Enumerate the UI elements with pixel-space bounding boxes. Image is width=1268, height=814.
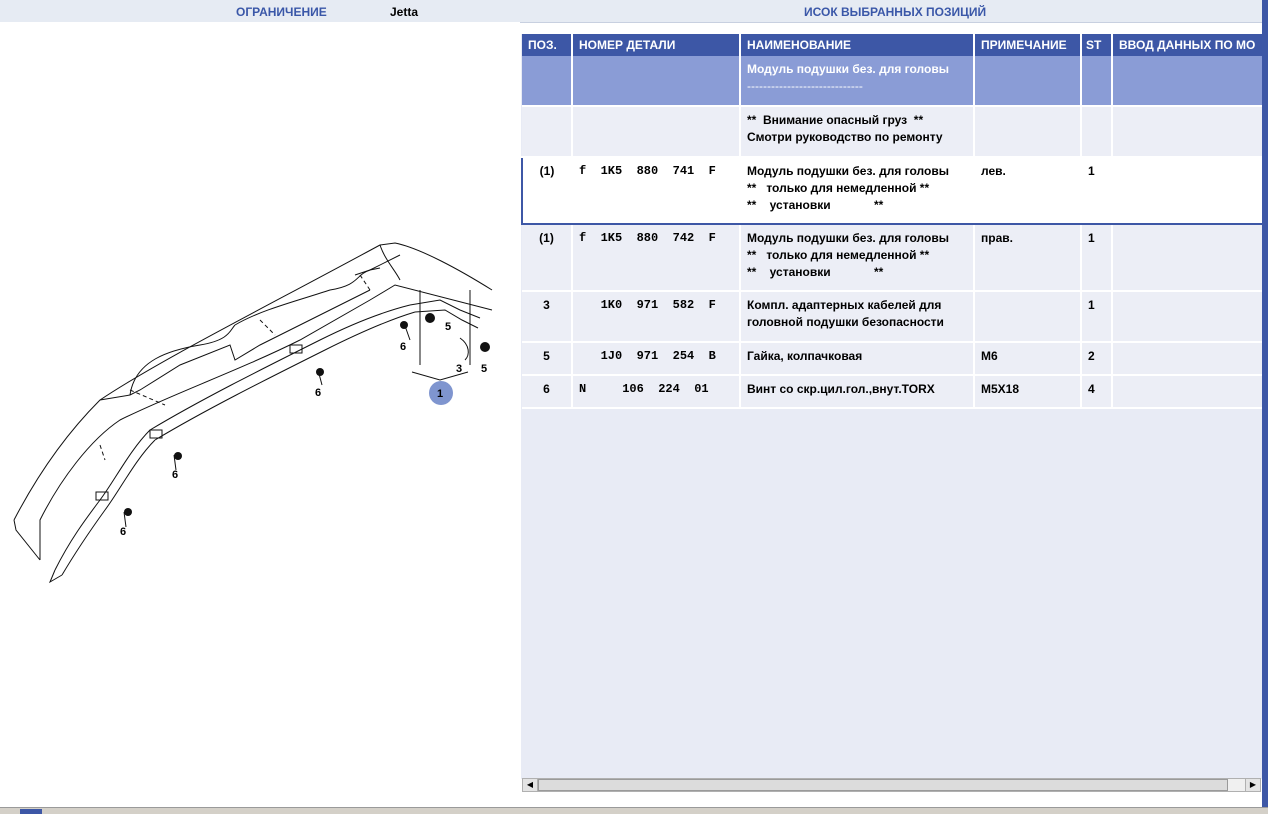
- col-pos[interactable]: ПОЗ.: [522, 34, 572, 56]
- callout-5-a: 5: [445, 321, 452, 333]
- row-st: 2: [1081, 342, 1112, 375]
- row-position: 6: [522, 375, 572, 408]
- row-name: Компл. адаптерных кабелей для головной подушки безопасности: [740, 291, 974, 342]
- parts-table: [521, 34, 1262, 409]
- selected-items-title: ИСОК ВЫБРАННЫХ ПОЗИЦИЙ: [804, 5, 987, 19]
- limit-label: ОГРАНИЧЕНИЕ: [236, 5, 327, 19]
- scroll-right-arrow-icon[interactable]: ▶: [1245, 779, 1260, 791]
- row-input[interactable]: [1112, 342, 1262, 375]
- horizontal-scrollbar[interactable]: [522, 778, 1261, 792]
- group-underline: -----------------------------: [747, 79, 863, 93]
- row-note: [974, 291, 1081, 342]
- row-position: 5: [522, 342, 572, 375]
- callout-6-d: 6: [120, 526, 127, 538]
- group-title: Модуль подушки без. для головы: [747, 62, 949, 76]
- col-name[interactable]: НАИМЕНОВАНИЕ: [740, 34, 974, 56]
- row-part-number: f 1K5 880 742 F: [572, 224, 740, 291]
- warning-text: ** Внимание опасный груз ** Смотри руководство по ремонту: [740, 106, 974, 157]
- row-part-number: 1K0 971 582 F: [572, 291, 740, 342]
- top-info-bar: [0, 0, 1268, 23]
- callout-5-b: 5: [481, 363, 488, 375]
- row-position: 3: [522, 291, 572, 342]
- parts-table-pane[interactable]: [521, 34, 1262, 779]
- row-part-number: 1J0 971 254 B: [572, 342, 740, 375]
- callout-6-c: 6: [172, 469, 179, 481]
- scroll-thumb[interactable]: [538, 779, 1228, 791]
- row-name: Модуль подушки без. для головы ** только для немедленной ** ** установки **: [740, 224, 974, 291]
- table-row[interactable]: [522, 157, 1262, 224]
- row-position: (1): [522, 224, 572, 291]
- row-note: прав.: [974, 224, 1081, 291]
- row-part-number: N 106 224 01: [572, 375, 740, 408]
- row-st: 4: [1081, 375, 1112, 408]
- row-part-number: f 1K5 880 741 F: [572, 157, 740, 224]
- scroll-left-arrow-icon[interactable]: ◀: [523, 779, 538, 791]
- table-row[interactable]: [522, 342, 1262, 375]
- row-input[interactable]: [1112, 375, 1262, 408]
- table-row[interactable]: [522, 291, 1262, 342]
- col-note[interactable]: ПРИМЕЧАНИЕ: [974, 34, 1081, 56]
- row-name: Винт со скр.цил.гол.,внут.TORX: [740, 375, 974, 408]
- bottom-tab[interactable]: [20, 809, 42, 814]
- col-st[interactable]: ST: [1081, 34, 1112, 56]
- airbag-diagram: [0, 22, 520, 792]
- limit-value: Jetta: [390, 5, 419, 19]
- table-header: [522, 34, 1262, 56]
- callout-3: 3: [456, 363, 463, 375]
- row-position: (1): [522, 157, 572, 224]
- callout-6-b: 6: [315, 387, 322, 399]
- callout-6-a: 6: [400, 341, 407, 353]
- col-input[interactable]: ВВОД ДАННЫХ ПО МО: [1112, 34, 1262, 56]
- row-name: Модуль подушки без. для головы ** только для немедленной ** ** установки **: [740, 157, 974, 224]
- row-note: лев.: [974, 157, 1081, 224]
- row-note: M6: [974, 342, 1081, 375]
- callout-1-highlight[interactable]: [429, 381, 453, 405]
- row-st: 1: [1081, 224, 1112, 291]
- row-st: 1: [1081, 291, 1112, 342]
- row-name: Гайка, колпачковая: [740, 342, 974, 375]
- row-input[interactable]: [1112, 224, 1262, 291]
- row-input[interactable]: [1112, 157, 1262, 224]
- col-part-number[interactable]: НОМЕР ДЕТАЛИ: [572, 34, 740, 56]
- right-edge-bar: [1262, 0, 1268, 813]
- row-input[interactable]: [1112, 291, 1262, 342]
- parts-illustration[interactable]: [0, 22, 520, 792]
- table-row[interactable]: [522, 375, 1262, 408]
- svg-text:1: 1: [437, 388, 444, 400]
- warning-row: [522, 106, 1262, 157]
- group-header-row: [522, 56, 1262, 106]
- row-note: M5X18: [974, 375, 1081, 408]
- table-row[interactable]: [522, 224, 1262, 291]
- row-st: 1: [1081, 157, 1112, 224]
